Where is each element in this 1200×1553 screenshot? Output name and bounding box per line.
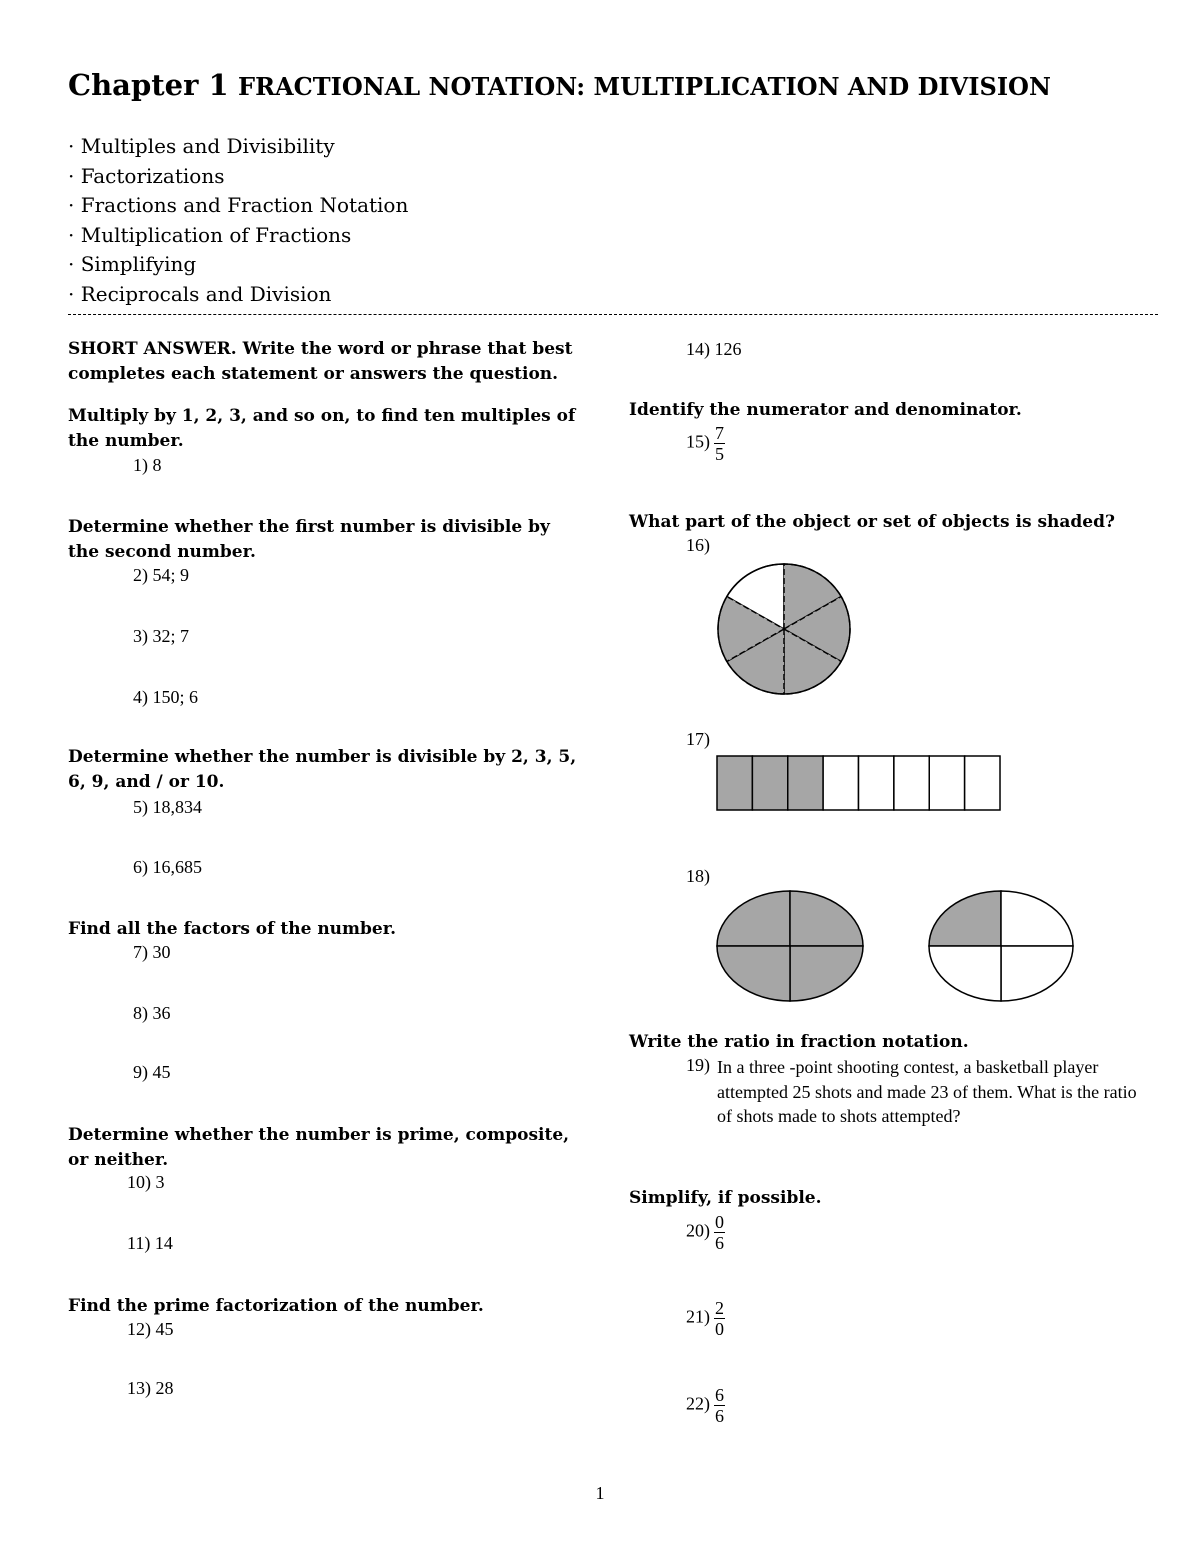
question-15-label: 15)	[686, 431, 710, 452]
fraction-20-denominator: 6	[715, 1233, 724, 1253]
fraction-20-numerator: 0	[715, 1212, 724, 1232]
oval-quadrant	[929, 891, 1001, 946]
question-20-label: 20)	[686, 1220, 710, 1241]
topic-item: · Reciprocals and Division	[68, 281, 332, 306]
question-12: 12) 45	[127, 1319, 174, 1339]
oval-quadrant	[1001, 891, 1073, 946]
oval-quadrant	[1001, 946, 1073, 1001]
question-19-text: In a three -point shooting contest, a basketball player attempted 25 shots and made 23 of them. What is the ratio of shots made to shots attempted?	[717, 1057, 1137, 1126]
question-7: 7) 30	[133, 942, 171, 962]
question-22-label: 22)	[686, 1393, 710, 1414]
question-18: 18)	[686, 866, 710, 886]
instruction-factors: Find all the factors of the number.	[68, 919, 397, 939]
strip-cell	[752, 756, 787, 810]
strip-cell	[929, 756, 964, 810]
topic-item: · Simplifying	[68, 252, 197, 277]
instruction-multiples: Multiply by 1, 2, 3, and so on, to find ten multiples of the number.	[68, 406, 576, 451]
question-14: 14) 126	[686, 339, 742, 359]
question-15	[686, 423, 725, 464]
pie-chart-figure	[716, 562, 852, 696]
question-8: 8) 36	[133, 1003, 171, 1023]
oval-figure-full	[716, 890, 864, 1002]
question-9: 9) 45	[133, 1062, 171, 1082]
instruction-ratio: Write the ratio in fraction notation.	[629, 1032, 969, 1052]
instruction-simplify: Simplify, if possible.	[629, 1188, 822, 1208]
fraction-22-denominator: 6	[715, 1406, 724, 1426]
fraction-21-numerator: 2	[715, 1298, 724, 1318]
strip-cells	[717, 756, 1000, 810]
instruction-prime: Determine whether the number is prime, composite, or neither.	[68, 1125, 570, 1170]
instruction-divisible-first: Determine whether the first number is divisible by the second number.	[68, 517, 550, 562]
oval-quadrant	[929, 946, 1001, 1001]
oval-quadrants	[717, 891, 863, 1001]
chapter-heading	[68, 68, 1051, 102]
strip-cell	[788, 756, 823, 810]
question-5: 5) 18,834	[133, 797, 202, 817]
fraction-22-numerator: 6	[715, 1385, 724, 1405]
question-13: 13) 28	[127, 1378, 174, 1398]
fraction-15-numerator: 7	[715, 423, 724, 443]
chapter-label: Chapter 1	[68, 68, 229, 102]
instruction-numerator-denominator: Identify the numerator and denominator.	[629, 400, 1022, 420]
fraction-15-denominator: 5	[715, 444, 724, 464]
question-4: 4) 150; 6	[133, 687, 198, 707]
short-answer-intro: SHORT ANSWER. Write the word or phrase that best completes each statement or answers the question.	[68, 339, 573, 384]
question-1: 1) 8	[133, 455, 162, 475]
question-21-label: 21)	[686, 1306, 710, 1327]
oval-quadrants	[929, 891, 1073, 1001]
topic-item: · Multiples and Divisibility	[68, 134, 335, 158]
question-17: 17)	[686, 729, 710, 749]
question-2: 2) 54; 9	[133, 565, 189, 585]
topic-item: · Factorizations	[68, 163, 225, 188]
strip-cell	[823, 756, 858, 810]
strip-cell	[894, 756, 929, 810]
instruction-prime-factorization: Find the prime factorization of the number.	[68, 1296, 484, 1316]
chapter-title: FRACTIONAL NOTATION: MULTIPLICATION AND DIVISION	[238, 72, 1051, 101]
instruction-shaded: What part of the object or set of objects is shaded?	[629, 512, 1115, 532]
oval-quadrant	[790, 891, 863, 946]
section-divider	[68, 314, 1158, 315]
question-19-label: 19)	[686, 1055, 710, 1075]
fraction-21	[714, 1298, 725, 1339]
oval-quadrant	[790, 946, 863, 1001]
oval-quadrant	[717, 891, 790, 946]
strip-cell	[859, 756, 894, 810]
fraction-21-denominator: 0	[715, 1319, 724, 1339]
oval-quadrant	[717, 946, 790, 1001]
question-20	[686, 1212, 725, 1253]
question-10: 10) 3	[127, 1172, 165, 1192]
question-16: 16)	[686, 535, 710, 555]
strip-cell	[965, 756, 1000, 810]
question-11: 11) 14	[127, 1233, 173, 1253]
strip-cell	[717, 756, 752, 810]
pie-sectors	[718, 564, 850, 694]
fraction-20	[714, 1212, 725, 1253]
instruction-divisible-list: Determine whether the number is divisible by 2, 3, 5, 6, 9, and / or 10.	[68, 747, 577, 792]
question-22	[686, 1385, 725, 1426]
oval-figure-quarter	[928, 890, 1074, 1002]
question-21	[686, 1298, 725, 1339]
topic-item: · Multiplication of Fractions	[68, 222, 352, 247]
page-number: 1	[595, 1483, 605, 1503]
fraction-15	[714, 423, 725, 464]
topic-item: · Fractions and Fraction Notation	[68, 193, 409, 218]
strip-figure	[716, 755, 1002, 811]
question-6: 6) 16,685	[133, 857, 202, 877]
fraction-22	[714, 1385, 725, 1426]
topic-list	[68, 132, 408, 310]
question-3: 3) 32; 7	[133, 626, 189, 646]
